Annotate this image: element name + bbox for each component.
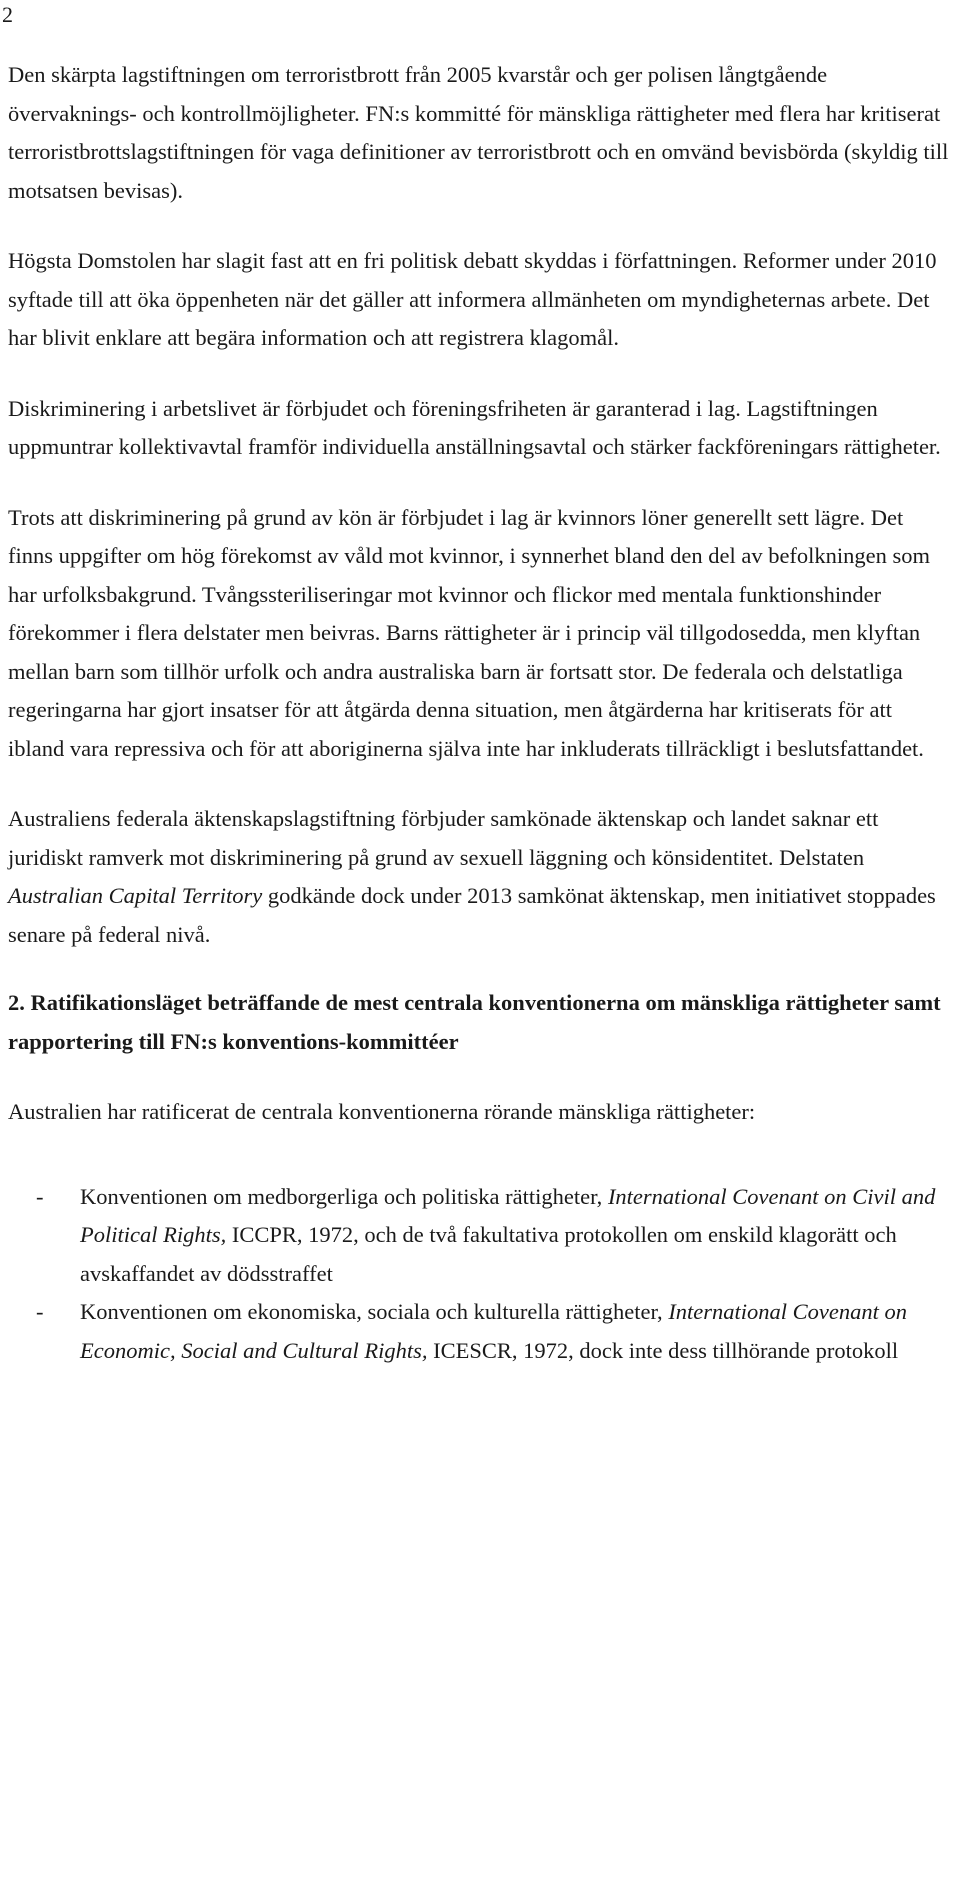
text-segment: godkände dock under 2013 samkönat äktenskap, men initiativet stoppades senare på federal nivå.	[8, 883, 936, 947]
paragraph-free-speech: Högsta Domstolen har slagit fast att en fri politisk debatt skyddas i författningen. Reformer under 2010 syftade till att öka öppenheten när det gäller att informera allmänheten om myndigheternas arbete. Det har blivit enklare att begära information och att registrera klagomål.	[8, 248, 937, 350]
italic-term: Australian Capital Territory	[8, 883, 263, 908]
paragraph-labour-rights: Diskriminering i arbetslivet är förbjudet och föreningsfriheten är garanterad i lag. Lagstiftningen uppmuntrar kollektivavtal framför individuella anställningsavtal och stärker fackföreningars rättigheter.	[8, 395, 941, 459]
page-number: 2	[2, 2, 13, 27]
list-dash: -	[36, 1183, 44, 1209]
paragraph-intro: Australien har ratificerat de centrala konventionerna rörande mänskliga rättigheter:	[8, 1099, 756, 1124]
list-item	[8, 1293, 953, 1370]
list-item	[8, 1178, 953, 1294]
text-segment: Konventionen om medborgerliga och politiska rättigheter,	[80, 1183, 608, 1209]
convention-list	[8, 1178, 953, 1371]
document-body	[8, 56, 953, 1370]
paragraph-terrorism-law: Den skärpta lagstiftningen om terroristbrott från 2005 kvarstår och ger polisen långtgående övervaknings- och kontrollmöjligheter. FN:s kommitté för mänskliga rättigheter med flera har kritiserat terroristbrottslagstiftningen för vaga definitioner av terroristbrott och en omvänd bevisbörda (skyldig till motsatsen bevisas).	[8, 62, 949, 203]
italic-term: International Covenant on Economic, Social and Cultural Rights,	[80, 1299, 908, 1363]
section-heading: 2. Ratifikationsläget beträffande de mest centrala konventionerna om mänskliga rättigheter samt rapportering till FN:s konventions-kommittéer	[8, 990, 941, 1054]
italic-term: International Covenant on Civil and Political Rights,	[80, 1183, 936, 1247]
paragraph-same-sex-marriage	[8, 800, 953, 954]
paragraph-women-children: Trots att diskriminering på grund av kön är förbjudet i lag är kvinnors löner generellt sett lägre. Det finns uppgifter om hög förekomst av våld mot kvinnor, i synnerhet bland den del av befolkningen som har urfolksbakgrund. Tvångssteriliseringar mot kvinnor och flickor med mentala funktionshinder förekommer i flera delstater men beivras. Barns rättigheter är i princip väl tillgodosedda, men klyftan mellan barn som tillhör urfolk och andra australiska barn är fortsatt stor. De federala och delstatliga regeringarna har gjort insatser för att åtgärda denna situation, men åtgärderna har kritiserats för att ibland vara repressiva och för att aboriginerna själva inte har inkluderats tillräckligt i beslutsfattandet.	[8, 504, 931, 761]
text-segment: ICESCR, 1972, dock inte dess tillhörande protokoll	[427, 1337, 899, 1363]
text-segment: ICCPR, 1972, och de två fakultativa protokollen om enskild klagorätt och avskaffandet av dödsstraffet	[80, 1222, 897, 1286]
text-segment: Australiens federala äktenskapslagstiftning förbjuder samkönade äktenskap och landet saknar ett juridiskt ramverk mot diskriminering på grund av sexuell läggning och könsidentitet. Delstaten	[8, 806, 879, 870]
list-dash: -	[36, 1299, 44, 1324]
text-segment: Konventionen om ekonomiska, sociala och kulturella rättigheter,	[80, 1299, 669, 1324]
